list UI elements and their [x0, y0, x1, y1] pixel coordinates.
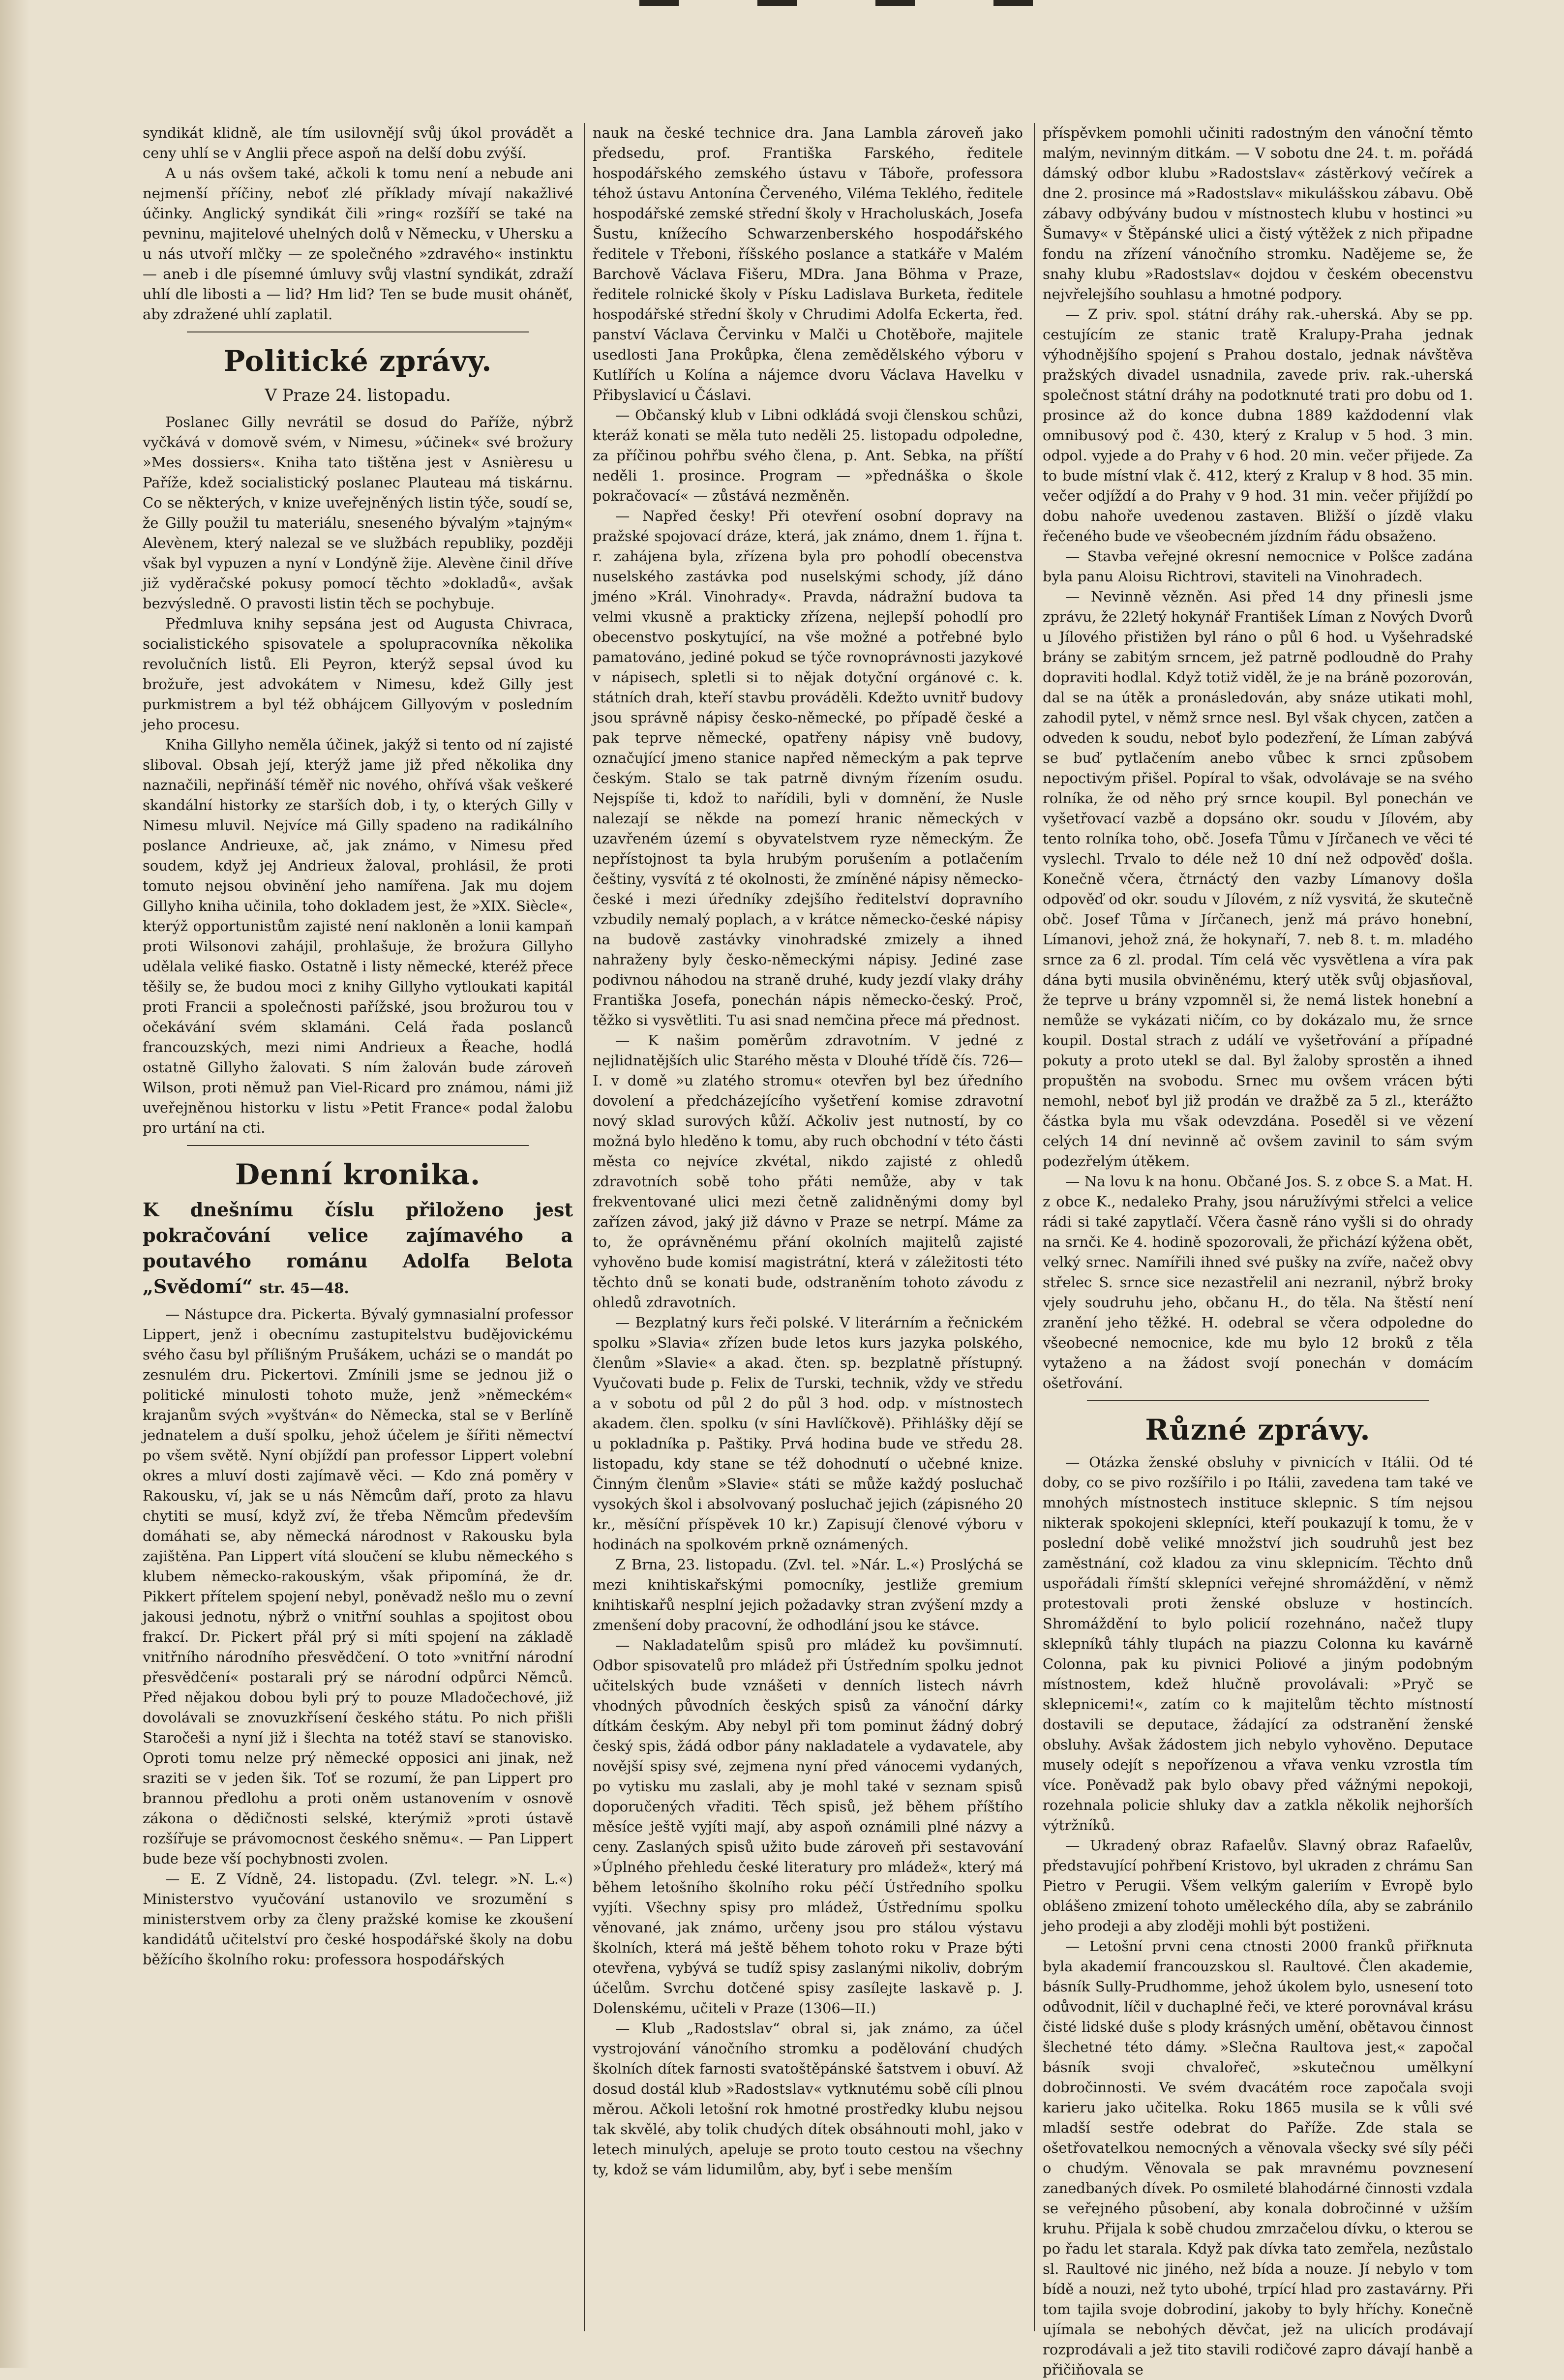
gilly-paragraph-3: Kniha Gillyho neměla účinek, jakýž si tento od ní zajisté sliboval. Obsah její, kterýž jame již před několika dny naznačili, nepřináší téměř nic nového, ohřívá však veškeré skandální historky ze starších dob, i ty, o kterých Gilly v Nimesu mluvil. Nejvíce má Gilly spadeno na radikálního poslance Andrieuxe, ač, jak známo, v Nimesu před soudem, když jej Andrieux žaloval, prohlásil, že proti tomuto nejsou obvinění jeho namířena. Jak mu dojem Gillyho kniha učinila, toho dokladem jest, že »XIX. Siècle«, kterýž opportunistům zajisté není nakloněn a lonii kampaň proti Wilsonovi zahájil, prohlašuje, že brožura Gillyho udělala veliké fiasko. Ostatně i listy německé, kteréž přece těšily se, že budou moci z knihy Gillyho vytloukati kapitál proti Francii a společnosti pařížské, jsou brožurou tou v očekávání svém sklamáni. Celá řada poslanců francouzských, mezi nimi Andrieux a Řeache, hodlá ostatně Gillyho žalovati. S ním žalován bude zároveň Wilson, proti němuž pan Viel-Ricard pro známou, námi již uveřejněnou historku v listu »Petit France« podal žalobu pro urtání na cti.: [143, 736, 573, 1136]
section-divider: [187, 1145, 529, 1146]
supplement-notice: [143, 1197, 573, 1299]
misc-heading: Různé zprávy.: [1145, 1413, 1371, 1446]
coal-paragraph: A u nás ovšem také, ačkoli k tomu není a nebude ani nejmenší příčiny, neboť zlé příklady mívají nakažlivé účinky. Anglický syndikát čili »ring« rozšíří se také na pevninu, majitelové uhelných dolů v Německu, v Uhersku a u nás utvoří mlčky — ze společného »zdravého« instinktu — aneb i dle písemné úmluvy svůj vlastní syndikát, zdraží uhlí dle libosti a — lid? Hm lid? Ten se bude musit oháněť, aby zdražené uhlí zaplatil.: [143, 165, 573, 323]
hospital-paragraph: — Stavba veřejné okresní nemocnice v Polšce zadána byla panu Aloisu Richtrovi, staviteli na Vinohradech.: [1043, 548, 1473, 585]
publishers-paragraph: — Nakladatelům spisů pro mládež ku povšimnutí. Odbor spisovatelů pro mládež při Ústředním spolku jednot učitelských bude vznášeti v denních listech návrh vhodných původních českých spisů za vánoční dárky dítkám českým. Aby nebyl při tom pominut žádný dobrý český spis, žádá odbor pány nakladatele a vydavatele, aby novější spisy své, zejmena nyní před vánocemi vydaných, po vytisku mu zaslali, aby je mohl také v seznam spisů doporučených vřaditi. Těch spisů, jež během příštího měsíce ještě vyjíti mají, aby aspoň oznámili plné názvy a ceny. Zaslaných spisů užito bude zároveň při sestavování »Úplného přehledu české literatury pro mládež«, který má během letošního školního roku péčí Ústředního spolku vyjíti. Všechny spisy pro mládež, Ústřednímu spolku věnované, jak známo, určeny jsou pro stálou výstavu školních, která má ještě během tohoto roku v Praze býti otevřena, vybývá se tudíž spisy zaslanými nikoliv, dobrým účelům. Svrchu dotčené spisy zasílejte laskavě p. J. Dolenskému, učiteli v Praze (1306—II.): [593, 1637, 1023, 2017]
politics-dateline: V Praze 24. listopadu.: [265, 386, 451, 405]
politics-heading: Politické zprávy.: [223, 344, 492, 378]
railway-paragraph: — Z priv. spol. státní dráhy rak.-uherská. Aby se pp. cestujícím ze stanic tratě Kralupy-Praha jednak výhodnějšího spojení s Prahou dostalo, jednak návštěva pražských divadel usnadnila, zavede priv. rak.-uherská společnost státní dráhy na podotknuté trati pro dobu od 1. prosince až do konce dubna 1889 každodenní vlak omnibusový pod č. 430, který z Kralup v 5 hod. 3 min. odpol. vyjede a do Prahy v 6 hod. 20 min. večer přijede. Za to bude místní vlak č. 412, který z Kralup v 8 hod. 35 min. večer odjíždí a do Prahy v 9 hod. 31 min. večer přijíždí po dobu nahoře uvedenou zastaven. Bližší o jízdě vlaku řečeného bude ve všeobecném jízdním řádu obsaženo.: [1043, 306, 1473, 544]
cesky-paragraph: — Napřed česky! Při otevření osobní dopravy na pražské spojovací dráze, která, jak známo, dnem 1. října t. r. zahájena byla, zřízena byla pro pohodlí obecenstva nuselského zastávka pod nuselskými schody, jíž dáno jméno »Král. Vinohrady«. Pravda, nádražní budova ta velmi vkusně a prakticky zřízena, nejlepší pohodlí pro obecenstvo poskytující, na vše možné a potřebné bylo pamatováno, jediné pokud se týče rovnoprávnosti jazykové v nápisech, spletli si to nějak dotyční orgánové c. k. státních drah, kteří stavbu prováděli. Kdežto uvnitř budovy jsou správně nápisy česko-německé, po případě české a pak teprve německé, opatřeny nápisy vně budovy, označující jmeno stanice napřed německým a pak teprve českým. Stalo se tak patrně divným řízením osudu. Nejspíše ti, kdož to nařídili, byli v domnění, že Nusle nalezají se někde na pomezí hranic německých v uzavřeném území s obyvatelstvem ryze německým. Že nepřístojnost ta byla hrubým porušením a potlačením češtiny, vysvítá z té okolnosti, že zmíněné nápisy německo-české i mezi úředníky zdejšího ředitelství dopravního vzbudily nemalý poplach, a v krátce německo-české nápisy na budově zastávky vinohradské zmizely a ihned nahraženy byly česko-německými nápisy. Jediné zase podivnou náhodou na straně druhé, kudy jezdí vlaky dráhy Františka Josefa, ponechán nápis německo-český. Proč, těžko si vysvětliti. Tu asi snad nemčina přece má přednost.: [593, 508, 1023, 1028]
commission-paragraph: nauk na české technice dra. Jana Lambla zároveň jako předsedu, prof. Františka Farského, ředitele hospodářského zemského ústavu v Táboře, professora téhož ústavu Antonína Červeného, Viléma Teklého, ředitele hospodářské zemské střední školy v Hracholuskách, Josefa Šustu, knížecího Schwarzenberského hospodářského ředitele v Třeboni, říšského poslance a statkáře v Malém Barchově Václava Fišeru, MDra. Jana Böhma v Praze, ředitele rolnické školy v Písku Ladislava Burketa, ředitele hospodářské střední školy v Chrudimi Adolfa Eckerta, řed. panství Václava Červinku v Malči u Chotěboře, majitele usedlosti Jana Prokůpka, člena zemědělského výboru v Kutlířích u Kolína a nájemce dvoru Václava Havelku v Přibyslavicí u Čáslavi.: [593, 124, 1023, 403]
raphael-paragraph: — Ukradený obraz Rafaelův. Slavný obraz Rafaelův, představující pohřbení Kristovo, byl ukraden z chrámu San Pietro v Perugii. Všem velkým galeriím v Evropě bylo oblášeno zmizení tohoto uměleckého díla, aby se zabránilo jeho prodeji a aby zloději mohli být postiženi.: [1043, 1837, 1473, 1934]
opening-paragraph: syndikát klidně, ale tím usilovnějí svůj úkol provádět a ceny uhlí se v Anglii přece aspoň na delší dobu zvýší.: [143, 124, 573, 161]
column-3: [1043, 123, 1473, 2378]
gilly-paragraph-2: Předmluva knihy sepsána jest od Augusta Chivraca, socialistického spisovatele a spolupracovníka několika revolučních listů. Eli Peyron, kterýž sepsal úvod ku brožuře, jest advokátem v Nimesu, kdež Gilly jest purkmistrem a byl též obhájcem Gillyovým v posledním jeho procesu.: [143, 615, 573, 733]
chronicle-heading: Denní kronika.: [235, 1158, 481, 1191]
column-1: [143, 123, 573, 2331]
vienna-paragraph: — E. Z Vídně, 24. listopadu. (Zvl. telegr. »N. L.«) Ministerstvo vyučování ustanovilo ve srozumění s ministerstvem orby za členy pražské komise ke zkoušení kandidátů učitelství pro české hospodářské školy na dobu běžícího školního roku: professora hospodářských: [143, 1870, 573, 1968]
virtue-prize-paragraph: — Letošní prvni cena ctnosti 2000 franků přiřknuta byla akademií francouzskou sl. Raultové. Člen akademie, básník Sully-Prudhomme, jehož úkolem bylo, usnesení toto odůvodnit, líčil v duchaplné řeči, ve které porovnával krásu čisté lidské duše s plody krásných umění, obětavou činnost šlechetné této dámy. »Slečna Raultova jest,« započal básník svoji chvalořeč, »skutečnou umělkyní dobročinnosti. Ve svém dvacátém roce započala svoji karieru jako učitelka. Roku 1865 musila se k vůli své mladší sestře odebrat do Paříže. Zde stala se ošetřovatelkou nemocných a věnovala všecky své síly péči o chudým. Věnovala se pak mravnému povznesení zanedbaných dívek. Po osmileté blahodárné činnosti vzdala se veřejného působení, aby konala dobročinné v užším kruhu. Přijala k sobě chudou zmrzačelou dívku, o kterou se po řadu let starala. Když pak dívka tato zemřela, nezůstalo sl. Raultové nic jiného, než bída a nouze. Jí nebylo v tom bídě a nouzi, než tyto ubohé, trpící hlad pro zastavárny. Při tom tajila svoje dobrodiní, jakoby to byly hříchy. Konečně ujímala se nebohých děvčat, jež na ulicích prodávají rozprodávali a jež tito stavili rodičové zapro dávají hanbě a přičiňovala se: [1043, 1938, 1473, 2378]
radostslav-continued: příspěvkem pomohli učiniti radostným den vánoční těmto malým, nevinným ditkám. — V sobotu dne 24. t. m. pořádá dámský odbor klubu »Radostslav« zástěrkový večírek a dne 2. prosince má »Radostslav« mikulášskou zábavu. Obě zábavy odbývány budou v místnostech klubu v hostinci »u Šumavy« v Štěpánské ulici a čistý výtěžek z nich připadne fondu na zřízení vánočního stromku. Nadějeme se, že snahy klubu »Radostslav« dojdou v českém obecenstvu nejvřelejšího souhlasu a hmotné podpory.: [1043, 124, 1473, 302]
supplement-notice-text: K dnešnímu číslu přiloženo jest pokračování velice zajímavého a poutavého románu Adolfa Belota „Svědomí“: [143, 1199, 573, 1297]
hunting-paragraph: — Na lovu k na honu. Občané Jos. S. z obce S. a Mat. H. z obce K., nedaleko Prahy, jsou náružívými střelci a velice rádi si také zapytlačí. Včera časně ráno vyšli si do ohrady na srnči. Ke 4. hodině spozorovali, že přichází kýžena obět, velký srnec. Namířili ihned své pušky na zvíře, načež obvy střelec S. srnce sice nezastřelil ani nezranil, nýbrž broky vjely soudruhu jeho, občanu H., do těla. Na štěstí není zranění jeho těžké. H. odebral se včera odpoledne do všeobecné nemocnice, kde mu bylo 12 broků z těla vytaženo a na žádost svojí ponechán v domácím ošetřování.: [1043, 1173, 1473, 1391]
brno-paragraph: Z Brna, 23. listopadu. (Zvl. tel. »Nár. L.«) Proslýchá se mezi knihtiskařskými pomocníky, jestliže gremium knihtiskařů nesplní jejich požadavky stran zvýšení mzdy a zmenšení doby pracovní, že odhodlání jsou ke stávce.: [593, 1556, 1023, 1633]
health-paragraph: — K našim poměrům zdravotním. V jedné z nejlidnatějších ulic Starého města v Dlouhé třídě čís. 726—I. v domě »u zlatého stromu« otevřen byl bez úředního dovolení a předcházejícího vyšetření komise zdravotní nový sklad surových kůží. Ačkoliv jest nutností, by co možná bylo hleděno k tomu, aby ruch obchodní v této části města co nejvíce zkvétal, nikdo zajisté z ohledů zdravotních sobě toho přáti nemůže, aby v tak frekventované ulici mezi četně zalidněnými domy byl zařízen závod, jaký již dávno v Praze se netrpí. Máme za to, že oprávněnému přání okolních majitelů zajisté vyhověno bude komisí magistrátní, která v záležitosti této těchto dnů se konati bude, odstraněním tohoto závodu z ohledů zdravotních.: [593, 1032, 1023, 1311]
gilly-paragraph-1: Poslanec Gilly nevrátil se dosud do Paříže, nýbrž vyčkává v domově svém, v Nimesu, »účinek« své brožury »Mes dossiers«. Kniha tato tištěna jest v Asnièresu u Paříže, kdež socialistický poslanec Plauteau má tiskárnu. Co se některých, v knize uveřejněných listin týče, soudí se, že Gilly použil tu materiálu, sneseného bývalým »tajným« Alevènem, který nalezal se ve službách republiky, později však byl vypuzen a nyní v Londýně žije. Alevène činil dříve již vyděračské pokusy pomocí těchto »dokladů«, avšak bezvýsledně. O pravosti listin těch se pochybuje.: [143, 414, 573, 612]
column-2: [593, 123, 1023, 2331]
lippert-paragraph: — Nástupce dra. Pickerta. Bývalý gymnasialní professor Lippert, jenž i obecnímu zastupitelstvu budějovickému svého času byl přílišným Prušákem, ucházi se o mandát po zesnulém dru. Pickertovi. Zmínili jsme se jednou již o politické minulosti tohoto muže, jenž »německém« krajanům svých »vyštván« do Německa, stal se v Berlíně jednatelem a duší spolku, jehož účelem je šířiti němectví po všem světě. Nyní objíždí pan professor Lippert volební okres a mluví dosti zajímavě věci. — Kdo zná poměry v Rakousku, ví, jak se u nás Němcům daří, proto za hlavu chytiti se musí, když zví, že třeba Němcům především domáhati se, aby německá národnost v Rakousku byla zajištěna. Pan Lippert vítá sloučení se klubu německého s klubem německo-rakouským, však připomíná, že dr. Pikkert přítelem spojení nebyl, poněvadž nešlo mu o zevní jakousi jednotu, nýbrž o vnitřní souhlas a spojitost obou frakcí. Dr. Pickert přál prý si míti spojení na základě vnitřního národního přesvědčení. O toto »vnitřní národní přesvědčení« postarali prý se národní odpůrci Němců. Před nějakou dobou byli prý to pouze Mladočechové, již dovolávali se znovuzkřísení českého státu. Po nich přišli Staročeši a nyní již i šlechta na totéž staví se stanovisko. Oproti tomu nelze prý německé opposici ani jinak, než sraziti se v jeden šik. Toť se rozumí, že pan Lippert pro brannou předlohu a proti oněm ustanovením v osnově zákona o dědičnosti selské, kterýmiž »proti ústavě rozšířuje se právomocnost českého sněmu«. — Pan Lippert bude beze vší pochybnosti zvolen.: [143, 1306, 573, 1867]
columns: [143, 123, 1510, 2378]
italy-paragraph: — Otázka ženské obsluhy v pivnicích v Itálii. Od té doby, co se pivo rozšířilo i po Itálii, zavedena tam také ve mnohých místnostech instituce sklepnic. S tím nejsou nikterak spokojeni sklepníci, kteří poukazují k tomu, že v poslední době veliké množství jich soudruhů jest bez zaměstnání, což kladou za vinu sklepnicím. Těchto dnů uspořádali římští sklepníci veřejné shromáždění, v němž protestovali proti ženské obsluze v hostincích. Shromáždění to bylo policií rozehnáno, načež tlupy sklepníků táhly tlupách na piazzu Colonna ku kavárně Colonna, pak ku pivnici Poliové a jiným podobným místnostem, kdež hlučně provolávali: »Pryč se sklepnicemi!«, zatím co k majitelům těchto místností dostavili se deputace, žádající za odstranění ženské obsluhy. Avšak žádostem jich nebylo vyhověno. Deputace musely odejít s nepořízenou a vřava venku vzrostla tím více. Poněvadž pak bylo obavy před vážnými nepokoji, rozehnala policie shluky dav a zatkla několik nejhorších výtržníků.: [1043, 1454, 1473, 1834]
radostslav-paragraph: — Klub „Radostslav“ obral si, jak známo, za účel vystrojování vánočního stromku a podělování chudých školních dítek farnosti svatoštěpánské šatstvem i obuví. Až dosud dostál klub »Radostslav« vytknutému sobě cíli plnou měrou. Ačkoli letošní rok hmotné prostředky klubu nejsou tak skvělé, aby tolik chudých dítek obsáhnouti mohl, jako v letech minulých, apeluje se proto touto cestou na všechny ty, kdož se vám lidumilům, aby, byť i sebe menším: [593, 2020, 1023, 2178]
polish-course-paragraph: — Bezplatný kurs řeči polské. V literárním a řečnickém spolku »Slavia« zřízen bude letos kurs jazyka polského, členům »Slavie« a akad. čten. sp. bezplatně přístupný. Vyučovati bude p. Felix de Turski, technik, vždy ve středu a v sobotu od půl 2 do půl 3 hod. odp. v místnostech akadem. člen. spolku (v síni Havlíčkově). Přihlášky dějí se u pokladníka p. Paštiky. Prvá hodina bude ve středu 28. listopadu, kdy stane se též dohodnutí o učebné knize. Činným členům »Slavie« státi se může každý posluchač vysokých škol i absolvovaný posluchač jejich (zápisného 20 kr., měsíční příspěvek 10 kr.) Zapisují členové výboru v hodinách na spolkovém prkně oznámených.: [593, 1314, 1023, 1553]
supplement-pages: str. 45—48.: [259, 1280, 349, 1296]
innocent-prisoner-paragraph: — Nevinně vězněn. Asi před 14 dny přinesli jsme zprávu, že 22letý hokynář František Líman z Nových Dvorů u Jílového přistižen byl ráno o půl 6 hod. u Vyšehradské brány se zabitým srncem, jež patrně podloudně do Prahy dopraviti hodlal. Když totiž viděl, že je na bráně pozorován, dal se na útěk a pronásledován, aby snáze utikati mohl, zahodil pytel, v němž srnce nesl. Byl však chycen, zatčen a odveden k soudu, neboť bylo podezření, že Líman zabývá se buď pytlačením anebo vůbec k srnci způsobem nepoctivým přišel. Popíral to však, odvolávaje se na svého rolníka, že od něho prý srnce koupil. Byl ponechán ve vyšetřovací vazbě a dopsáno okr. soudu v Jílovém, aby tento rolníka toho, obč. Josefa Tůmu v Jírčanech ve věci té vyslechl. Trvalo to déle než 10 dní než odpověď došla. Konečně včera, čtrnáctý den vazby Límanovy došla odpověď od okr. soudu v Jílovém, z níž vysvitá, že skutečně obč. Josef Tůma v Jírčanech, jenž má právo honební, Límanovi, jehož zná, že hokynaří, 7. neb 8. t. m. mladého srnce za 6 zl. prodal. Tím celá věc vysvětlena a víra pak dána byti musila obviněnému, který utěk svůj objasňoval, že teprve u brány vzpomněl si, že nemá listek honební a nemůže se vykázati ničím, co by dokázalo mu, že srnce koupil. Dostal strach z událí ve vyšetřování a případné pokuty a proto utekl se dal. Byl žaloby sprostěn a ihned propuštěn na svobodu. Srnec mu ovšem vrácen býti nemohl, neboť byl již prodán ve dražbě za 5 zl., kterážto částka byla mu však odevzdána. Poseděl si ve vězení celých 14 dní nevinně ač ovšem zavinil to sám svým podezřelým útěkem.: [1043, 588, 1473, 1170]
libni-paragraph: — Občanský klub v Libni odkládá svoji členskou schůzi, kteráž konati se měla tuto neděli 25. listopadu odpoledne, za příčinou pohřbu svého člena, p. Ant. Sebka, na příští neděli 1. prosince. Program — »přednáška o škole pokračovací« — zůstává nezměněn.: [593, 407, 1023, 504]
section-divider: [1087, 1400, 1429, 1401]
section-divider: [187, 331, 529, 332]
